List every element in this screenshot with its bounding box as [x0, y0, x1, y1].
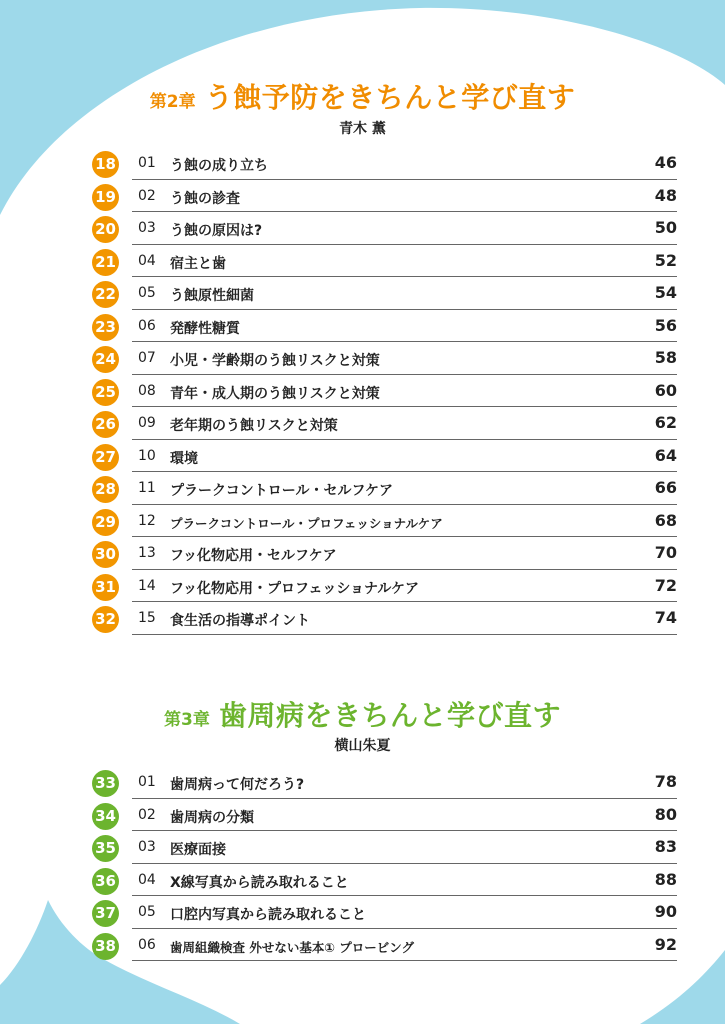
- page-number: 58: [654, 348, 677, 367]
- section-number-badge: 22: [92, 281, 119, 308]
- page-number: 66: [654, 478, 677, 497]
- item-title: 口腔内写真から読み取れること: [170, 907, 366, 923]
- item-number: 12: [138, 512, 156, 529]
- item-title: 青年・成人期のう蝕リスクと対策: [170, 385, 380, 402]
- item-title: 発酵性糖質: [170, 320, 240, 337]
- page-number: 64: [654, 445, 677, 465]
- item-number: 03: [138, 220, 156, 236]
- section-number-badge: 26: [92, 411, 119, 438]
- item-number: 14: [138, 577, 156, 594]
- item-title: う蝕の原因は?: [170, 223, 263, 239]
- item-number: 02: [138, 806, 156, 823]
- toc-row[interactable]: [92, 472, 682, 505]
- chapter3-author: 横山朱夏: [334, 738, 391, 754]
- item-number: 04: [138, 871, 156, 888]
- item-title: う蝕の診査: [170, 190, 240, 207]
- chapter3-toc: [92, 766, 682, 961]
- item-number: 10: [138, 447, 156, 464]
- toc-row[interactable]: [92, 245, 682, 278]
- page-number: 92: [654, 934, 677, 954]
- toc-row[interactable]: [92, 505, 682, 538]
- section-number-badge: 21: [92, 249, 119, 276]
- section-number-badge: 34: [92, 803, 119, 830]
- page-number: 88: [654, 869, 677, 889]
- page-number: 70: [654, 543, 677, 562]
- item-title: 老年期のう蝕リスクと対策: [170, 418, 338, 434]
- page-number: 74: [654, 608, 677, 627]
- toc-row[interactable]: [92, 929, 682, 962]
- section-number-badge: 31: [92, 574, 119, 601]
- item-title: プラークコントロール・セルフケア: [170, 483, 394, 499]
- item-title: 食生活の指導ポイント: [170, 613, 310, 629]
- chapter3-title: 歯周病をきちんと学び直す: [218, 699, 561, 732]
- item-number: 06: [138, 936, 156, 953]
- page-number: 78: [654, 772, 677, 791]
- item-title: 医療面接: [170, 842, 226, 858]
- item-number: 01: [138, 774, 156, 790]
- toc-row[interactable]: [92, 537, 682, 570]
- chapter3-heading: [0, 694, 725, 734]
- row-divider: [132, 634, 677, 635]
- page-number: 90: [654, 902, 677, 921]
- chapter2-heading: [0, 76, 725, 116]
- toc-row[interactable]: [92, 570, 682, 603]
- item-title: フッ化物応用・プロフェッショナルケア: [170, 580, 420, 597]
- toc-row[interactable]: [92, 180, 682, 213]
- section-number-badge: 20: [92, 216, 119, 243]
- toc-row[interactable]: [92, 375, 682, 408]
- section-number-badge: 28: [92, 476, 119, 503]
- section-number-badge: 33: [92, 770, 119, 797]
- page-number: 46: [654, 153, 677, 172]
- page-number: 83: [654, 837, 677, 856]
- chapter2-toc: [92, 147, 682, 635]
- item-title: X線写真から読み取れること: [170, 874, 349, 891]
- toc-row[interactable]: [92, 831, 682, 864]
- page-number: 68: [654, 510, 677, 530]
- toc-row[interactable]: [92, 277, 682, 310]
- item-number: 15: [138, 610, 156, 626]
- toc-row[interactable]: [92, 799, 682, 832]
- item-title: 宿主と歯: [170, 255, 226, 272]
- toc-row[interactable]: [92, 440, 682, 473]
- toc-row[interactable]: [92, 310, 682, 343]
- section-number-badge: 37: [92, 900, 119, 927]
- item-number: 05: [138, 285, 156, 301]
- section-number-badge: 32: [92, 606, 119, 633]
- chapter3-label: 第3章: [164, 710, 210, 730]
- item-title: フッ化物応用・セルフケア: [170, 548, 337, 564]
- page-number: 50: [654, 218, 677, 237]
- item-title: プラークコントロール・プロフェッショナルケア: [170, 515, 443, 531]
- page-number: 54: [654, 283, 677, 302]
- row-divider: [132, 960, 677, 961]
- item-title: 環境: [170, 450, 198, 467]
- section-number-badge: 36: [92, 868, 119, 895]
- section-number-badge: 24: [92, 346, 119, 373]
- section-number-badge: 18: [92, 151, 119, 178]
- toc-row[interactable]: [92, 212, 682, 245]
- item-number: 02: [138, 187, 156, 204]
- item-number: 07: [138, 350, 156, 366]
- toc-row[interactable]: [92, 342, 682, 375]
- item-number: 08: [138, 382, 156, 399]
- item-title: う蝕原性細菌: [170, 288, 254, 304]
- page-number: 52: [654, 250, 677, 270]
- item-number: 04: [138, 252, 156, 269]
- toc-row[interactable]: [92, 896, 682, 929]
- section-number-badge: 35: [92, 835, 119, 862]
- section-number-badge: 19: [92, 184, 119, 211]
- section-number-badge: 38: [92, 933, 119, 960]
- page-number: 48: [654, 185, 677, 205]
- section-number-badge: 30: [92, 541, 119, 568]
- toc-row[interactable]: [92, 864, 682, 897]
- toc-row[interactable]: [92, 602, 682, 635]
- item-number: 13: [138, 545, 156, 561]
- section-number-badge: 27: [92, 444, 119, 471]
- chapter2-title: う蝕予防をきちんと学び直す: [204, 81, 576, 114]
- toc-row[interactable]: [92, 766, 682, 799]
- item-number: 03: [138, 839, 156, 855]
- item-number: 01: [138, 155, 156, 171]
- page-number: 56: [654, 315, 677, 335]
- page-number: 60: [654, 380, 677, 400]
- item-number: 09: [138, 415, 156, 431]
- section-number-badge: 25: [92, 379, 119, 406]
- chapter2-label: 第2章: [149, 92, 196, 112]
- item-number: 06: [138, 317, 156, 334]
- item-title: 歯周病って何だろう?: [170, 777, 305, 793]
- toc-row[interactable]: [92, 407, 682, 440]
- page-number: 80: [654, 804, 677, 824]
- chapter2-author: 青木 薫: [339, 121, 386, 137]
- page-number: 62: [654, 413, 677, 432]
- page-number: 72: [654, 575, 677, 595]
- item-title: 歯周病の分類: [170, 809, 254, 826]
- section-number-badge: 29: [92, 509, 119, 536]
- item-title: 歯周組織検査 外せない基本① プロービング: [170, 939, 415, 955]
- item-title: う蝕の成り立ち: [170, 158, 268, 174]
- item-number: 11: [138, 480, 156, 496]
- item-number: 05: [138, 904, 156, 920]
- item-title: 小児・学齢期のう蝕リスクと対策: [170, 353, 380, 369]
- section-number-badge: 23: [92, 314, 119, 341]
- toc-row[interactable]: [92, 147, 682, 180]
